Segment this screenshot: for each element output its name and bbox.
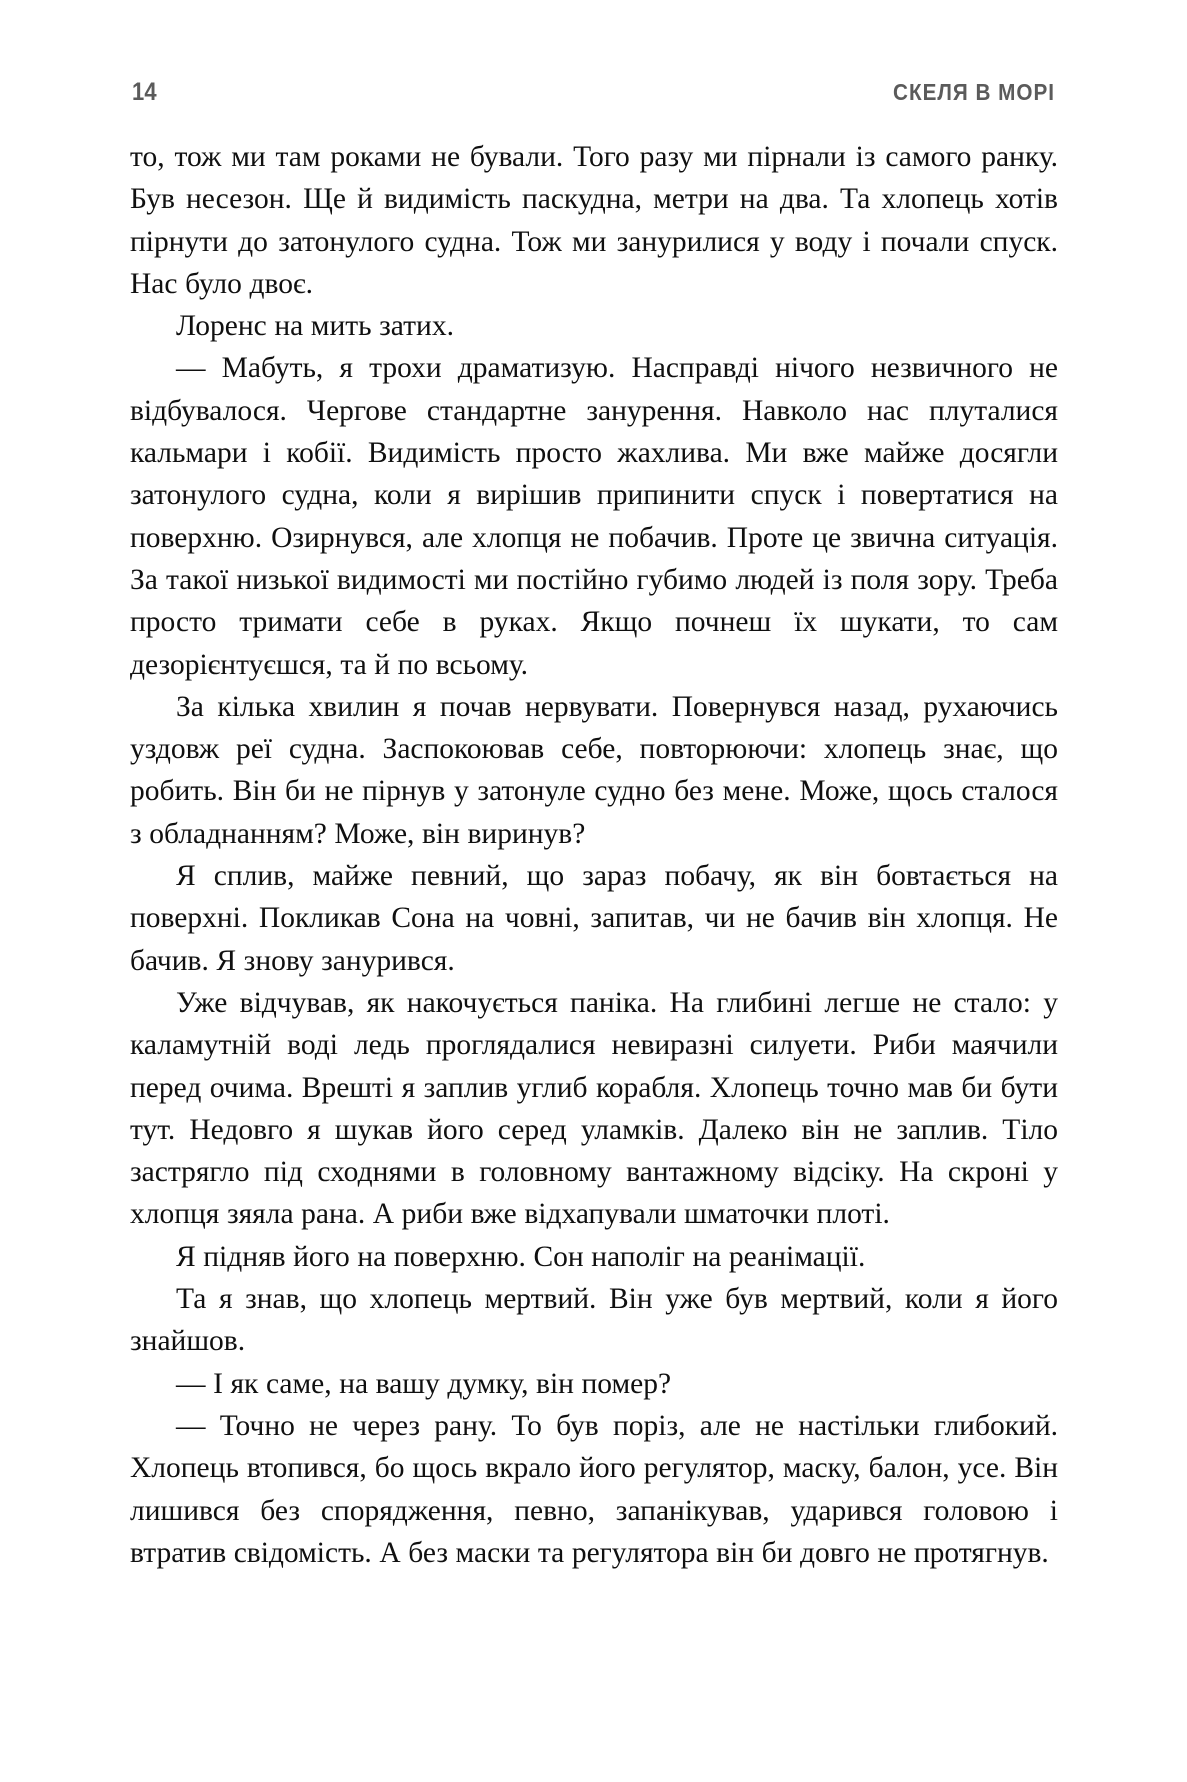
paragraph: Я сплив, майже певний, що зараз побачу, як він бовтається на поверхні. Покликав Сона на човні, запитав, чи не бачив він хлопця. Не бачив. Я знову занурився.	[130, 860, 1058, 977]
paragraph: Лоренс на мить затих.	[176, 310, 454, 343]
body-text-block	[130, 136, 1058, 1574]
paragraph: — Мабуть, я трохи драматизую. Насправді нічого незвичного не відбувалося. Чергове стандартне занурення. Навколо нас плуталися кальмари і кобії. Видимість просто жахлива. Ми вже майже досягли затонулого судна, коли я вирішив припинити спуск і повертатися на поверхню. Озирнувся, але хлопця не побачив. Проте це звична ситуація. За такої низької видимості ми постійно губимо людей із поля зору. Треба просто тримати себе в руках. Якщо почнеш їх шукати, то сам дезорієнтуєшся, та й по всьому.	[130, 352, 1058, 681]
paragraph: то, тож ми там роками не бували. Того разу ми пірнали із самого ранку. Був несезон. Ще й видимість паскудна, метри на два. Та хлопець хотів пірнути до затонулого судна. Тож ми занурилися у воду і почали спуск. Нас було двоє.	[130, 141, 1058, 300]
paragraph: Уже відчував, як накочується паніка. На глибині легше не стало: у каламутній воді ледь проглядалися невиразні силуети. Риби маячили перед очима. Врешті я заплив углиб корабля. Хлопець точно мав би бути тут. Недовго я шукав його серед уламків. Далеко він не заплив. Тіло застрягло під сходнями в головному вантажному відсіку. На скроні у хлопця зяяла рана. А риби вже відхапували шматочки плоті.	[130, 986, 1058, 1231]
page-number: 14	[132, 78, 157, 106]
paragraph: За кілька хвилин я почав нервувати. Повернувся назад, рухаючись уздовж реї судна. Заспокоював себе, повторюючи: хлопець знає, що робить. Він би не пірнув у затонуле судно без мене. Може, щось сталося з обладнанням? Може, він виринув?	[130, 690, 1058, 850]
paragraph: — І як саме, на вашу думку, він помер?	[176, 1367, 672, 1400]
book-title-header: СКЕЛЯ В МОРІ	[892, 79, 1055, 105]
paragraph: — Точно не через рану. То був поріз, але не настільки глибокий. Хлопець втопився, бо щось вкрало його регулятор, маску, балон, усе. Він лишився без спорядження, певно, запанікував, ударився головою і втратив свідомість. А без маски та регулятора він би довго не протягнув.	[130, 1409, 1058, 1569]
paragraph: Та я знав, що хлопець мертвий. Він уже був мертвий, коли я його знайшов.	[130, 1283, 1058, 1358]
running-head	[132, 78, 1055, 112]
paragraph: Я підняв його на поверхню. Сон наполіг на реанімації.	[176, 1240, 866, 1273]
